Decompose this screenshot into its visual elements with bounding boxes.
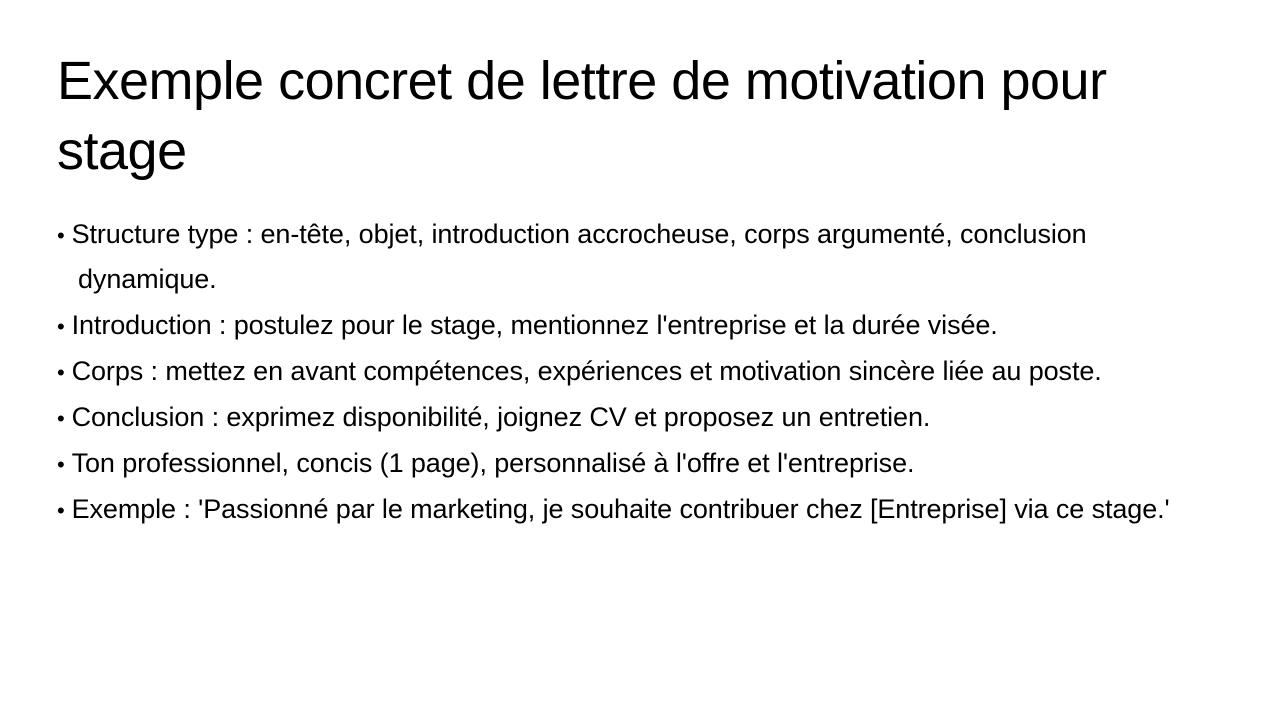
list-item [57, 441, 1217, 486]
list-item-text: Corps : mettez en avant compétences, expériences et motivation sincère liée au poste. [71, 356, 1102, 386]
bullet-marker-icon: • [57, 498, 65, 524]
bullet-marker-icon: • [57, 223, 65, 249]
list-item [57, 212, 1217, 302]
bullet-marker-icon: • [57, 406, 65, 432]
bullet-marker-icon: • [57, 452, 65, 478]
list-item [57, 487, 1217, 532]
page-title: Exemple concret de lettre de motivation pour stage [57, 51, 1107, 181]
list-item [57, 349, 1217, 394]
list-item-text: Conclusion : exprimez disponibilité, joignez CV et proposez un entretien. [71, 402, 931, 432]
list-item [57, 395, 1217, 440]
bullet-marker-icon: • [57, 360, 65, 386]
bullet-list [57, 212, 1217, 532]
list-item-text: Introduction : postulez pour le stage, mentionnez l'entreprise et la durée visée. [71, 310, 998, 340]
list-item-text: Exemple : 'Passionné par le marketing, je souhaite contribuer chez [Entreprise] via ce stage.' [71, 494, 1170, 524]
bullet-marker-icon: • [57, 314, 65, 340]
list-item [57, 303, 1217, 348]
list-item-text: Ton professionnel, concis (1 page), personnalisé à l'offre et l'entreprise. [71, 448, 915, 478]
list-item-text: Structure type : en-tête, objet, introduction accrocheuse, corps argumenté, conclusion dynamique. [71, 219, 1087, 294]
